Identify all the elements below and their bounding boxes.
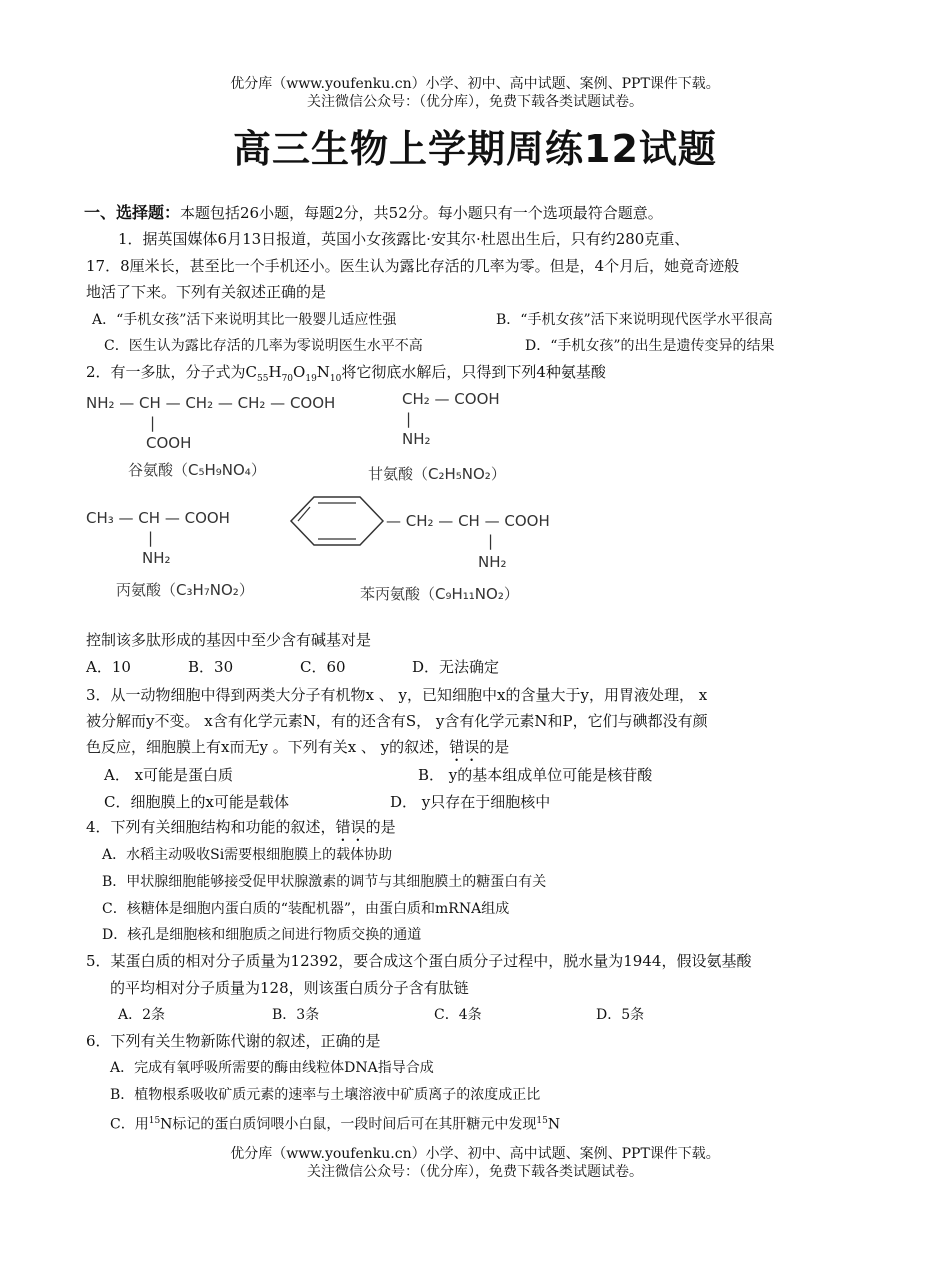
benzene-inner-bond-3 bbox=[298, 507, 310, 521]
ala-bond: | bbox=[148, 529, 154, 547]
q3-line-1: 3．从一动物细胞中得到两类大分子有机物x 、 y，已知细胞中x的含量大于y，用胃液处理， x bbox=[86, 686, 708, 704]
q1-line-1: 1．据英国媒体6月13日报道，英国小女孩露比·安其尔·杜恩出生后，只有约280克重、 bbox=[118, 230, 690, 248]
q1-line-2: 17．8厘米长，甚至比一个手机还小。医生认为露比存活的几率为零。但是，4个月后，她竟奇迹般 bbox=[86, 257, 740, 275]
q3-line-3 bbox=[86, 736, 509, 765]
q4-option-c: C．核糖体是细胞内蛋白质的“装配机器”，由蛋白质和mRNA组成 bbox=[102, 901, 510, 917]
header-line-2: 关注微信公众号：（优分库），免费下载各类试题试卷。 bbox=[307, 94, 643, 110]
q2-option-a: A．10 bbox=[86, 658, 131, 676]
q6-isotope-2: 15 bbox=[536, 1116, 548, 1126]
q5-option-b: B．3条 bbox=[272, 1007, 320, 1023]
q6-option-c-mid: N标记的蛋白质饲喂小白鼠，一段时间后可在其肝糖元中发现 bbox=[160, 1116, 537, 1133]
q2-sub-o: 19 bbox=[305, 374, 317, 384]
q5-option-d: D．5条 bbox=[596, 1007, 645, 1023]
q6-stem: 6．下列有关生物新陈代谢的叙述，正确的是 bbox=[86, 1032, 381, 1050]
phe-main-chain: — CH₂ — CH — COOH bbox=[386, 512, 550, 530]
q2-sub-h: 70 bbox=[281, 374, 294, 384]
q2-option-c: C．60 bbox=[300, 658, 346, 676]
q6-option-c-pre: C．用 bbox=[110, 1116, 149, 1133]
footer-line-1: 优分库（www.youfenku.cn）小学、初中、高中试题、案例、PPT课件下载。 bbox=[230, 1146, 720, 1162]
gly-bond: | bbox=[406, 410, 412, 428]
q3-line-2: 被分解而y不变。 x含有化学元素N，有的还含有S， y含有化学元素N和P，它们与碘都没有颜 bbox=[86, 712, 708, 730]
q3-option-c: C．细胞膜上的x可能是载体 bbox=[104, 793, 289, 811]
q4-stem-pre: 4．下列有关细胞结构和功能的叙述， bbox=[86, 818, 336, 836]
q2-intro-pre: 2．有一多肽，分子式为C bbox=[86, 363, 258, 381]
ala-main-chain: CH₃ — CH — COOH bbox=[86, 509, 230, 527]
ala-name: 丙氨酸（C₃H₇NO₂） bbox=[116, 581, 254, 599]
section-label: 一、选择题： bbox=[84, 203, 181, 222]
benzene-ring bbox=[291, 497, 383, 545]
q1-line-3: 地活了下来。下列有关叙述正确的是 bbox=[86, 283, 327, 301]
q4-option-b: B．甲状腺细胞能够接受促甲状腺激素的调节与其细胞膜土的糖蛋白有关 bbox=[102, 874, 547, 890]
glu-main-chain: NH₂ — CH — CH₂ — CH₂ — COOH bbox=[86, 394, 336, 412]
gly-name: 甘氨酸（C₂H₅NO₂） bbox=[368, 465, 506, 483]
ala-nh2: NH₂ bbox=[142, 549, 171, 567]
footer-line-2: 关注微信公众号：（优分库），免费下载各类试题试卷。 bbox=[307, 1164, 643, 1180]
q6-option-a: A．完成有氧呼吸所需要的酶由线粒体DNA指导合成 bbox=[110, 1060, 434, 1076]
q3-line-3-pre: 色反应，细胞膜上有x而无y 。下列有关x 、 y的叙述， bbox=[86, 738, 450, 756]
q4-option-d: D．核孔是细胞核和细胞质之间进行物质交换的通道 bbox=[102, 927, 422, 943]
q2-h: H bbox=[268, 363, 282, 381]
q3-option-a: A． x可能是蛋白质 bbox=[104, 766, 234, 784]
q2-question: 控制该多肽形成的基因中至少含有碱基对是 bbox=[86, 631, 372, 649]
q6-isotope-1: 15 bbox=[148, 1116, 161, 1126]
phe-name: 苯丙氨酸（C₉H₁₁NO₂） bbox=[360, 585, 519, 603]
q2-intro-post: 将它彻底水解后，只得到下列4种氨基酸 bbox=[341, 363, 606, 381]
section-desc: 本题包括26小题，每题2分，共52分。每小题只有一个选项最符合题意。 bbox=[180, 204, 663, 222]
q1-option-b: B．“手机女孩”活下来说明现代医学水平很高 bbox=[496, 312, 773, 328]
q2-n: N bbox=[316, 363, 330, 381]
q3-option-b: B． y的基本组成单位可能是核苷酸 bbox=[418, 766, 653, 784]
section-heading bbox=[84, 200, 884, 223]
phe-nh2: NH₂ bbox=[478, 553, 507, 571]
q5-option-a: A．2条 bbox=[118, 1007, 166, 1023]
q2-option-b: B．30 bbox=[188, 658, 234, 676]
q4-option-a: A．水稻主动吸收Si需要根细胞膜上的载体协助 bbox=[102, 847, 393, 863]
q4-emphasis: 错误 bbox=[335, 818, 366, 836]
q6-option-c-end: N bbox=[547, 1116, 561, 1133]
q2-sub-c: 55 bbox=[257, 374, 269, 384]
glu-name: 谷氨酸（C₅H₉NO₄） bbox=[128, 461, 266, 479]
amino-acid-structures-figure bbox=[80, 385, 600, 615]
q6-option-c bbox=[110, 1110, 560, 1136]
q2-option-d: D．无法确定 bbox=[412, 658, 500, 676]
q1-option-d: D．“手机女孩”的出生是遗传变异的结果 bbox=[525, 338, 775, 354]
q1-option-c: C．医生认为露比存活的几率为零说明医生水平不高 bbox=[104, 338, 423, 354]
q4-stem bbox=[86, 816, 396, 845]
q5-option-c: C．4条 bbox=[434, 1007, 482, 1023]
q6-option-b: B．植物根系吸收矿质元素的速率与土壤溶液中矿质离子的浓度成正比 bbox=[110, 1087, 541, 1103]
q3-option-d: D． y只存在于细胞核中 bbox=[390, 793, 551, 811]
q5-line-2: 的平均相对分子质量为128，则该蛋白质分子含有肽链 bbox=[110, 979, 469, 997]
q2-sub-n: 10 bbox=[329, 374, 342, 384]
q1-option-a: A．“手机女孩”活下来说明其比一般婴儿适应性强 bbox=[92, 312, 397, 328]
page-title: 高三生物上学期周练12试题 bbox=[233, 127, 717, 171]
header-line-1: 优分库（www.youfenku.cn）小学、初中、高中试题、案例、PPT课件下载。 bbox=[230, 76, 720, 92]
q2-o: O bbox=[293, 363, 306, 381]
phe-bond: | bbox=[488, 532, 494, 550]
gly-main-chain: CH₂ — COOH bbox=[402, 390, 500, 408]
glu-cooh: COOH bbox=[146, 434, 192, 452]
q5-line-1: 5．某蛋白质的相对分子质量为12392，要合成这个蛋白质分子过程中，脱水量为1944，假设氨基酸 bbox=[86, 952, 752, 970]
q4-stem-post: 的是 bbox=[365, 818, 396, 836]
q3-emphasis: 错误 bbox=[449, 738, 480, 756]
q3-line-3-post: 的是 bbox=[479, 738, 510, 756]
glu-bond: | bbox=[150, 414, 156, 432]
gly-nh2: NH₂ bbox=[402, 430, 431, 448]
